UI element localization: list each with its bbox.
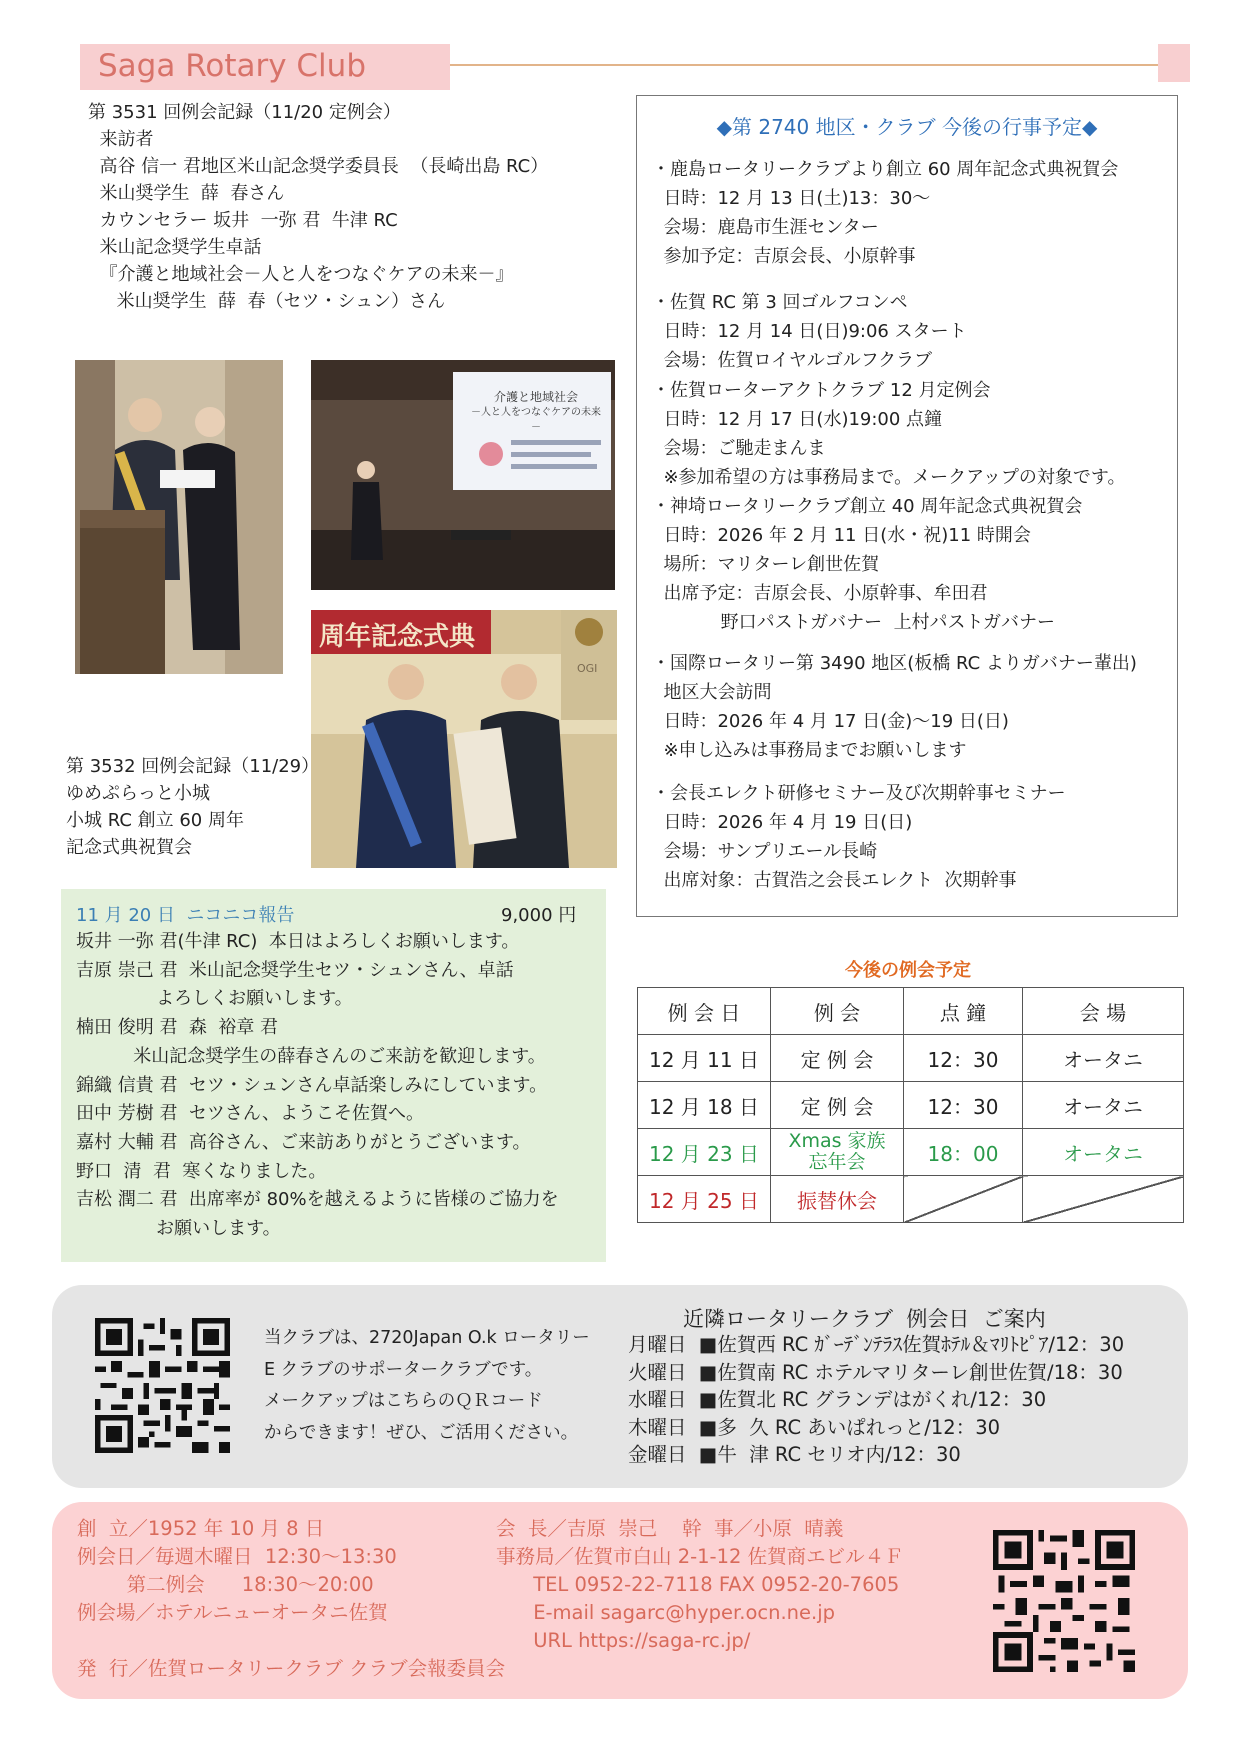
text-line: 米山記念奨学生の薛春さんのご来訪を歓迎します。: [76, 1045, 546, 1067]
table-cell: 12：30: [904, 1035, 1023, 1082]
event-line: ・神埼ロータリークラブ創立 40 周年記念式典祝賀会: [652, 496, 1083, 517]
text-line: 会 長／吉原 崇己 幹 事／小原 晴義: [496, 1517, 844, 1540]
schedule-title: 今後の例会予定: [845, 960, 971, 981]
event-line: 日時：2026 年 4 月 19 日(日): [652, 812, 913, 833]
text-line: 事務局／佐賀市白山 2-1-12 佐賀商エビル４Ｆ: [496, 1545, 904, 1568]
event-line: 会場：鹿島市生涯センター: [652, 217, 879, 238]
text-line: 例会日／毎週木曜日 12:30～13:30: [77, 1545, 397, 1568]
event-item: [652, 288, 967, 375]
makeup-info: [264, 1323, 590, 1449]
text-line: お願いします。: [76, 1218, 281, 1240]
table-cell: 12 月 25 日: [638, 1176, 771, 1223]
table-cell: 振替休会: [771, 1176, 904, 1223]
photo-ceremony: [311, 610, 617, 868]
event-line: 参加予定：吉原会長、小原幹事: [652, 246, 916, 267]
cell-line: Xmas 家族: [788, 1130, 886, 1152]
text-line: 米山奨学生 薛 春（セツ・シュン）さん: [88, 291, 446, 312]
text-line: カウンセラー 坂井 一弥 君 牛津 RC: [88, 210, 398, 231]
qr-code[interactable]: [95, 1318, 230, 1453]
text-line: 第 3531 回例会記録（11/20 定例会）: [88, 102, 401, 123]
table-row: [638, 1035, 1184, 1082]
table-header: 例 会: [771, 988, 904, 1035]
event-item: [652, 779, 1066, 895]
table-cell: オータニ: [1023, 1129, 1184, 1176]
event-line: 会場：ご馳走まんま: [652, 438, 826, 459]
table-cell: 12 月 18 日: [638, 1082, 771, 1129]
table-header: 会 場: [1023, 988, 1184, 1035]
empty-cell: [1023, 1176, 1184, 1223]
text-line: 米山記念奨学生卓話: [88, 237, 262, 258]
table-cell: 定 例 会: [771, 1082, 904, 1129]
banner-text: 周年記念式典: [319, 622, 476, 652]
text-line: ゆめぷらっと小城: [66, 783, 210, 804]
event-line: 日時：12 月 17 日(水)19:00 点鐘: [652, 409, 943, 430]
text-line: 当クラブは、2720Japan O.k ロータリー: [264, 1328, 590, 1348]
event-line: 地区大会訪問: [652, 682, 772, 703]
photo-presentation: [311, 360, 615, 590]
text-line: 『介護と地域社会－人と人をつなぐケアの未来－』: [88, 264, 514, 285]
table-cell: オータニ: [1023, 1082, 1184, 1129]
list-item: 水曜日 ■佐賀北 RC グランデはがくれ/12：30: [628, 1388, 1047, 1411]
text-line: 米山奨学生 薛 春さん: [88, 183, 285, 204]
event-line: 日時：2026 年 4 月 17 日(金)～19 日(日): [652, 711, 1009, 732]
event-item: [652, 155, 1118, 271]
event-line: ・国際ロータリー第 3490 地区(板橋 RC よりガバナー輩出): [652, 653, 1137, 674]
events-title: ◆第 2740 地区・クラブ 今後の行事予定◆: [716, 115, 1098, 139]
table-cell: 定 例 会: [771, 1035, 904, 1082]
neighbor-clubs-list: [628, 1331, 1124, 1469]
table-cell: 12：30: [904, 1082, 1023, 1129]
table-cell: 12 月 23 日: [638, 1129, 771, 1176]
event-item: [652, 492, 1082, 637]
nikoniko-heading: 11 月 20 日 ニコニコ報告: [76, 905, 295, 926]
list-item: 火曜日 ■佐賀南 RC ホテルマリターレ創世佐賀/18：30: [628, 1360, 1123, 1384]
event-item: [652, 649, 1137, 765]
text-line: 坂井 一弥 君(牛津 RC) 本日はよろしくお願いします。: [76, 931, 520, 952]
schedule-table: [637, 987, 1184, 1223]
event-line: ・会長エレクト研修セミナー及び次期幹事セミナー: [652, 783, 1066, 804]
table-cell: 12 月 11 日: [638, 1035, 771, 1082]
text-line: 第二例会 18:30～20:00: [77, 1573, 374, 1596]
table-header-row: [638, 988, 1184, 1035]
event-line: 出席予定：吉原会長、小原幹事、牟田君: [652, 583, 988, 604]
event-line: 会場：サンプリエール長崎: [652, 841, 878, 862]
list-item: 月曜日 ■佐賀西 RC ｶﾞｰﾃﾞﾝﾃﾗｽ佐賀ﾎﾃﾙ＆ﾏﾘﾄﾋﾟｱ/12：30: [628, 1333, 1125, 1356]
table-row: [638, 1082, 1184, 1129]
event-line: 日時：12 月 14 日(日)9:06 スタート: [652, 321, 967, 342]
event-line: ・鹿島ロータリークラブより創立 60 周年記念式典祝賀会: [652, 159, 1119, 180]
qr-code[interactable]: [993, 1530, 1135, 1672]
event-line: 会場：佐賀ロイヤルゴルフクラブ: [652, 350, 933, 371]
meeting-record-3532: [66, 753, 319, 861]
event-line: 日時：12 月 13 日(土)13：30～: [652, 188, 931, 209]
text-line: 来訪者: [88, 129, 154, 150]
slide-title: 介護と地域社会 －人と人をつなぐケアの未来－: [471, 390, 601, 433]
text-line: 野口 清 君 寒くなりました。: [76, 1160, 327, 1182]
text-line: 嘉村 大輔 君 高谷さん、ご来訪ありがとうございます。: [76, 1131, 531, 1153]
table-row: [638, 1129, 1184, 1176]
list-item: 金曜日 ■牛 津 RC セリオ内/12：30: [628, 1443, 961, 1466]
event-line: ・佐賀ローターアクトクラブ 12 月定例会: [652, 380, 991, 401]
meeting-record-3531: [88, 99, 548, 315]
text-line: 第 3532 回例会記録（11/29）: [66, 756, 320, 777]
event-line: 日時：2026 年 2 月 11 日(水・祝)11 時開会: [652, 525, 1031, 546]
text-line: 高谷 信一 君地区米山記念奨学委員長 （長崎出島 RC）: [88, 156, 549, 177]
table-header: 例 会 日: [638, 988, 771, 1035]
event-line: ※申し込みは事務局までお願いします: [652, 740, 967, 761]
text-line: 小城 RC 創立 60 周年: [66, 810, 244, 831]
event-line: 場所：マリターレ創世佐賀: [652, 554, 880, 575]
text-line: メークアップはこちらのＱＲコード: [264, 1391, 543, 1411]
event-item: [652, 376, 1125, 492]
text-line: からできます！ぜひ、ご活用ください。: [264, 1422, 579, 1443]
publisher: 発 行／佐賀ロータリークラブ クラブ会報委員会: [77, 1657, 506, 1680]
text-line: 創 立／1952 年 10 月 8 日: [77, 1517, 325, 1540]
cell-line: 忘年会: [808, 1151, 866, 1173]
text-line: 例会場／ホテルニューオータニ佐賀: [77, 1601, 388, 1624]
list-item: 木曜日 ■多 久 RC あいぱれっと/12：30: [628, 1415, 1001, 1439]
header-square: [1158, 44, 1190, 82]
nikoniko-amount: 9,000 円: [501, 905, 577, 926]
logo-text: OGI: [577, 662, 598, 675]
nikoniko-lines: [76, 928, 559, 1244]
text-line: 吉原 崇己 君 米山記念奨学生セツ・シュンさん、卓話: [76, 959, 514, 981]
neighbor-clubs-title: 近隣ロータリークラブ 例会日 ご案内: [683, 1307, 1046, 1331]
text-line: 吉松 潤二 君 出席率が 80%を越えるように皆様のご協力を: [76, 1189, 559, 1211]
text-line: 記念式典祝賀会: [66, 837, 192, 858]
event-line: ・佐賀 RC 第 3 回ゴルフコンペ: [652, 292, 908, 313]
event-line: 出席対象：古賀浩之会長エレクト 次期幹事: [652, 870, 1017, 891]
table-header: 点 鐘: [904, 988, 1023, 1035]
text-line: よろしくお願いします。: [76, 988, 353, 1010]
event-line: 野口パストガバナー 上村パストガバナー: [652, 612, 1056, 633]
club-info: [77, 1515, 397, 1627]
club-title: Saga Rotary Club: [98, 48, 366, 84]
table-cell: 18：00: [904, 1129, 1023, 1176]
text-line: 田中 芳樹 君 セツさん、ようこそ佐賀へ。: [76, 1103, 424, 1125]
empty-cell: [904, 1176, 1023, 1223]
table-cell: [771, 1129, 904, 1176]
url-link[interactable]: URL https://saga-rc.jp/: [496, 1629, 751, 1652]
event-line: ※参加希望の方は事務局まで。メークアップの対象です。: [652, 467, 1126, 488]
table-row: [638, 1176, 1184, 1223]
text-line: E クラブのサポータークラブです。: [264, 1359, 543, 1380]
text-line: 楠田 俊明 君 森 裕章 君: [76, 1017, 279, 1039]
photo-podium: [75, 360, 283, 674]
text-line: TEL 0952-22-7118 FAX 0952-20-7605: [496, 1573, 900, 1596]
table-cell: オータニ: [1023, 1035, 1184, 1082]
header-rule: [450, 64, 1158, 66]
text-line: 錦織 信貴 君 セツ・シュンさん卓話楽しみにしています。: [76, 1074, 548, 1096]
email-text[interactable]: E-mail sagarc@hyper.ocn.ne.jp: [496, 1601, 836, 1624]
contact-info: [496, 1515, 904, 1655]
